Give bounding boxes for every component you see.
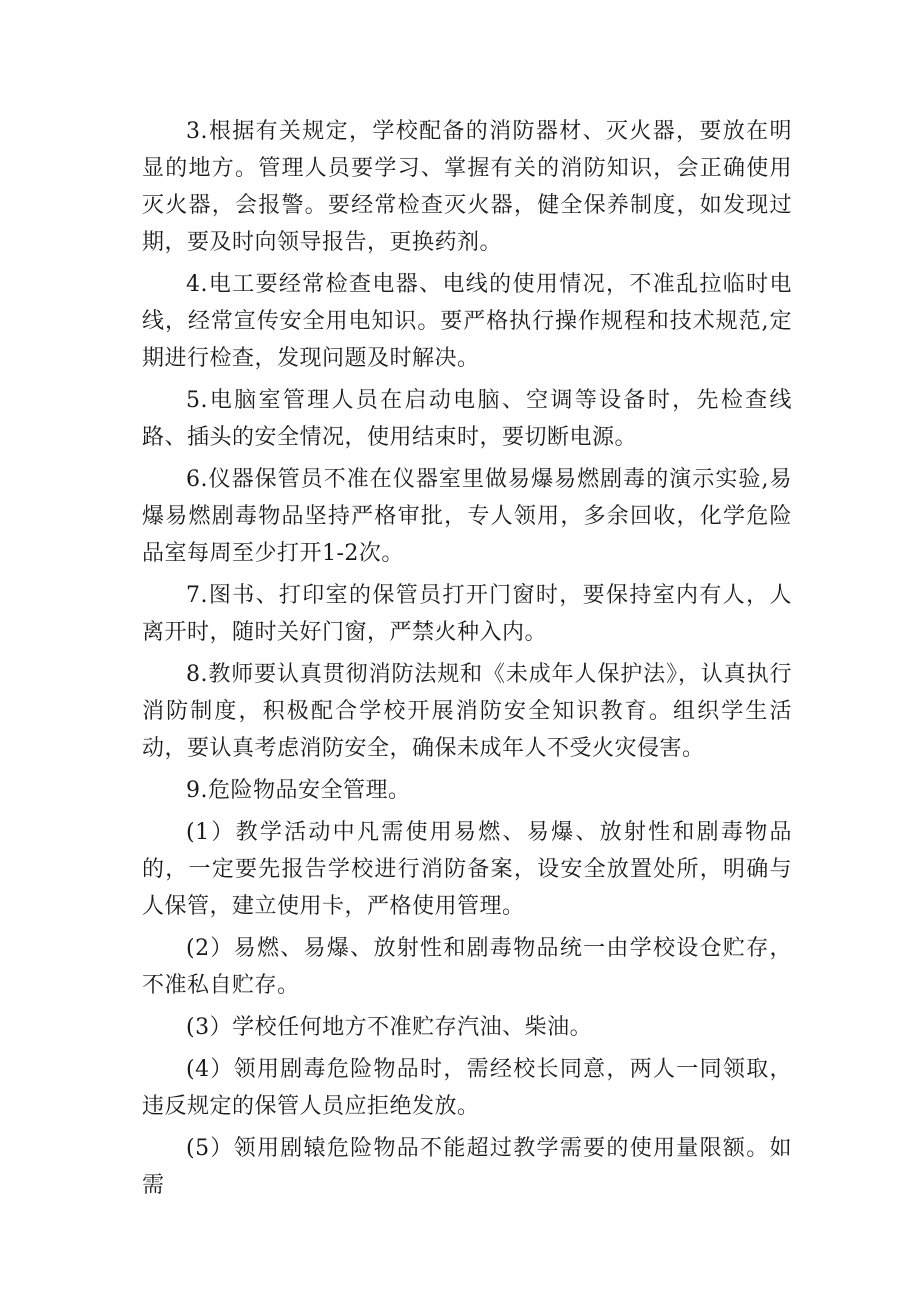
paragraph-item-3: 3.根据有关规定，学校配备的消防器材、灭火器，要放在明显的地方。管理人员要学习、掌握有关的消防知识，会正确使用灭火器，会报警。要经常检查灭火器，健全保养制度，如发现过期，要及时向领导报告，更换药剂。 [142,119,792,255]
paragraph-item-9: 9.危险物品安全管理。 [186,778,411,803]
document-body [142,113,792,1204]
sub-item-5: (5）领用剧辕危险物品不能超过教学需要的使用量限额。如需 [142,1136,792,1198]
paragraph-item-4: 4.电工要经常检查电器、电线的使用情况，不准乱拉临时电线，经常宣传安全用电知识。要严格执行操作规程和技术规范,定期进行检查，发现问题及时解决。 [142,272,792,371]
paragraph-item-7: 7.图书、打印室的保管员打开门窗时，要保持室内有人，人离开时，随时关好门窗，严禁火种入内。 [142,583,792,645]
sub-item-2: (2）易燃、易爆、放射性和剧毒物品统一由学校设仓贮存，不准私自贮存。 [142,936,792,998]
sub-item-3: (3）学校任何地方不准贮存汽油、柴油。 [186,1015,593,1040]
paragraph-item-6: 6.仪器保管员不准在仪器室里做易爆易燃剧毒的演示实验,易爆易燃剧毒物品坚持严格审批，专人领用，多余回收，化学危险品室每周至少打开1-2次。 [142,467,792,566]
paragraph-item-8: 8.教师要认真贯彻消防法规和《未成年人保护法》，认真执行消防制度，积极配合学校开展消防安全知识教育。组织学生活动，要认真考虑消防安全，确保未成年人不受火灾侵害。 [142,662,792,761]
paragraph-item-5: 5.电脑室管理人员在启动电脑、空调等设备时，先检查线路、插头的安全情况，使用结束时，要切断电源。 [142,388,792,450]
sub-item-1: (1）教学活动中凡需使用易燃、易爆、放射性和剧毒物品的，一定要先报告学校进行消防备案，设安全放置处所，明确与人保管，建立使用卡，严格使用管理。 [142,820,792,919]
sub-item-4: (4）领用剧毒危险物品时，需经校长同意，两人一同领取，违反规定的保管人员应拒绝发放。 [142,1057,792,1119]
